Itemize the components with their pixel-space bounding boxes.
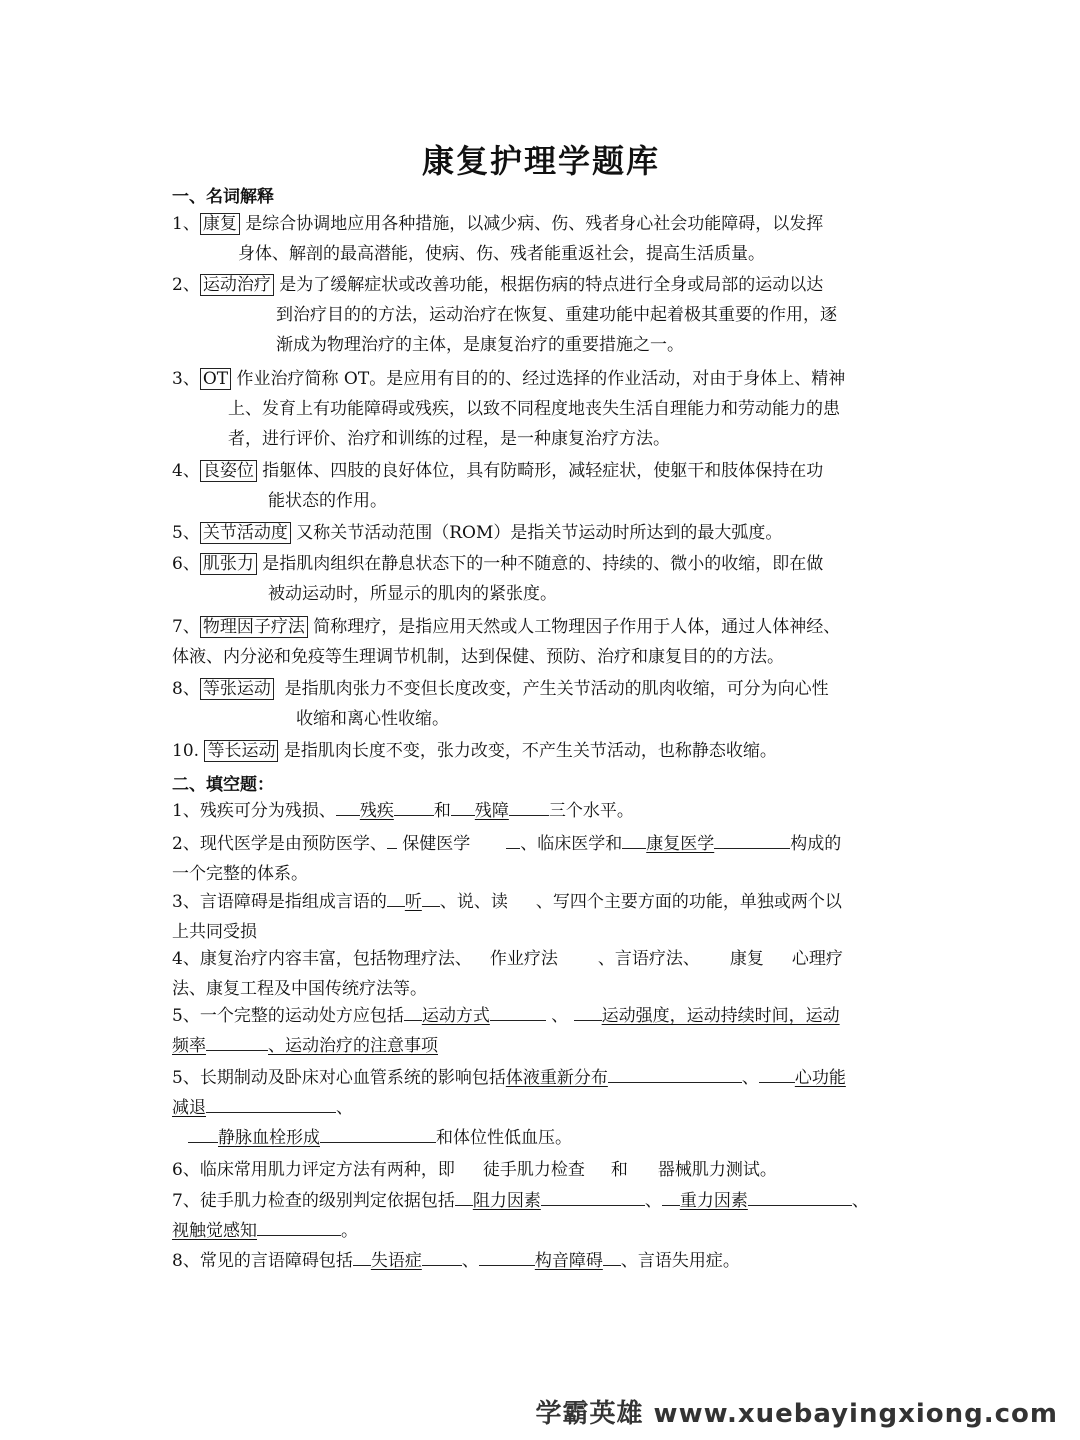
term-box: 康复 [200, 213, 240, 235]
answer: 康复 [729, 949, 764, 969]
term-item-7: 7、 物理因子疗法 简称理疗，是指应用天然或人工物理因子作用于人体，通过人体神经、 体液、内分泌和免疫等生理调节机制，达到保健、预防、治疗和康复目的的方法。 [172, 617, 841, 667]
term-item-2: 2、 运动治疗 是为了缓解症状或改善功能，根据伤病的特点进行全身或局部的运动以达 到治疗目的的方法，运动治疗在恢复、重建功能中起着极其重要的作用，逐 渐成为物理治疗的主体，是康复治疗的重要措施之一。 [172, 275, 837, 355]
section-heading-terms: 一、名词解释 [172, 187, 274, 207]
answer: 保健医学 [402, 834, 471, 854]
answer: 重力因素 [679, 1191, 748, 1211]
term-box: 良姿位 [200, 460, 257, 482]
term-item-4: 4、 良姿位 指躯体、四肢的良好体位，具有防畸形，减轻症状，使躯干和肢体保持在功 能状态的作用。 [172, 461, 824, 511]
answer: 康复医学 [646, 834, 715, 854]
answer: 残障 [474, 801, 509, 821]
answer: 减退 [172, 1098, 206, 1118]
answer: 视触觉感知 [172, 1221, 257, 1241]
term-item-5: 5、 关节活动度 又称关节活动范围（ROM）是指关节运动时所达到的最大弧度。 [172, 523, 783, 543]
term-item-10: 10. 等长运动 是指肌肉长度不变，张力改变，不产生关节活动，也称静态收缩。 [172, 741, 777, 761]
fill-question-6: 6、临床常用肌力评定方法有两种，即 徒手肌力检查 和 器械肌力测试。 [172, 1160, 777, 1180]
fill-question-4: 4、康复治疗内容丰富，包括物理疗法、 作业疗法 、言语疗法、 康复 心理疗 法、康复工程及中国传统疗法等。 [172, 949, 843, 999]
answer: 阻力因素 [472, 1191, 541, 1211]
term-item-6: 6、 肌张力 是指肌肉组织在静息状态下的一种不随意的、持续的、微小的收缩，即在做 被动运动时，所显示的肌肉的紧张度。 [172, 554, 824, 604]
term-box: OT [200, 368, 231, 390]
answer: 运动强度，运动持续时间，运动 [601, 1006, 840, 1026]
term-box: 物理因子疗法 [200, 616, 308, 638]
answer: 听 [404, 892, 422, 912]
term-item-8: 8、 等张运动 是指肌肉张力不变但长度改变，产生关节活动的肌肉收缩，可分为向心性 收缩和离心性收缩。 [172, 679, 829, 729]
term-item-1: 1、 康复 是综合协调地应用各种措施，以减少病、伤、残者身心社会功能障碍，以发挥 身体、解剖的最高潜能，使病、伤、残者能重返社会，提高生活质量。 [172, 214, 824, 264]
fill-question-7: 7、徒手肌力检查的级别判定依据包括 阻力因素 、 重力因素 、 视触觉感知 。 [172, 1186, 910, 1246]
answer: 静脉血栓形成 [218, 1128, 320, 1148]
answer: 作业疗法 [489, 949, 558, 969]
term-box: 肌张力 [200, 553, 257, 575]
answer: 构音障碍 [534, 1251, 603, 1271]
answer: 体液重新分布 [505, 1068, 608, 1088]
fill-question-5a: 5、一个完整的运动处方应包括 运动方式 、 运动强度，运动持续时间，运动 频率 、运动治疗的注意事项 [172, 1001, 910, 1061]
fill-question-2: 2、现代医学是由预防医学、 保健医学 、临床医学和 康复医学 构成的 一个完整的体系。 [172, 829, 910, 889]
fill-question-8: 8、常见的言语障碍包括 失语症 、 构音障碍 、言语失用症。 [172, 1246, 910, 1276]
answer: 残疾 [359, 801, 394, 821]
fill-question-1: 1、残疾可分为残损、 残疾 和 残障 三个水平。 [172, 796, 910, 826]
answer: 频率 [172, 1036, 206, 1056]
term-box: 运动治疗 [200, 274, 274, 296]
watermark: 学霸英雄 www.xuebayingxiong.com [535, 1399, 1058, 1429]
answer: 、运动治疗的注意事项 [268, 1036, 438, 1056]
answer: 运动方式 [421, 1006, 490, 1026]
fill-question-5b: 5、长期制动及卧床对心血管系统的影响包括体液重新分布 、 心功能 减退 、 静脉血栓形成 和体位性低血压。 [172, 1063, 910, 1153]
term-box: 等张运动 [200, 678, 274, 700]
term-item-3: 3、 OT 作业治疗简称 OT。是应用有目的的、经过选择的作业活动，对由于身体上、精神 上、发育上有功能障碍或残疾，以致不同程度地丧失生活自理能力和劳动能力的患 者，进行评价、治疗和训练的过程，是一种康复治疗方法。 [172, 369, 846, 449]
answer: 失语症 [370, 1251, 422, 1271]
answer: 器械肌力测试。 [657, 1160, 777, 1180]
section-heading-fill-blank: 二、填空题： [172, 775, 274, 795]
answer: 心功能 [794, 1068, 846, 1088]
term-box: 关节活动度 [200, 522, 291, 544]
term-box: 等长运动 [204, 740, 278, 762]
page-title: 康复护理学题库 [421, 142, 660, 180]
answer: 徒手肌力检查 [482, 1160, 585, 1180]
fill-question-3: 3、言语障碍是指组成言语的 听 、说、读 、写四个主要方面的功能，单独或两个以 上共同受损 [172, 887, 910, 947]
